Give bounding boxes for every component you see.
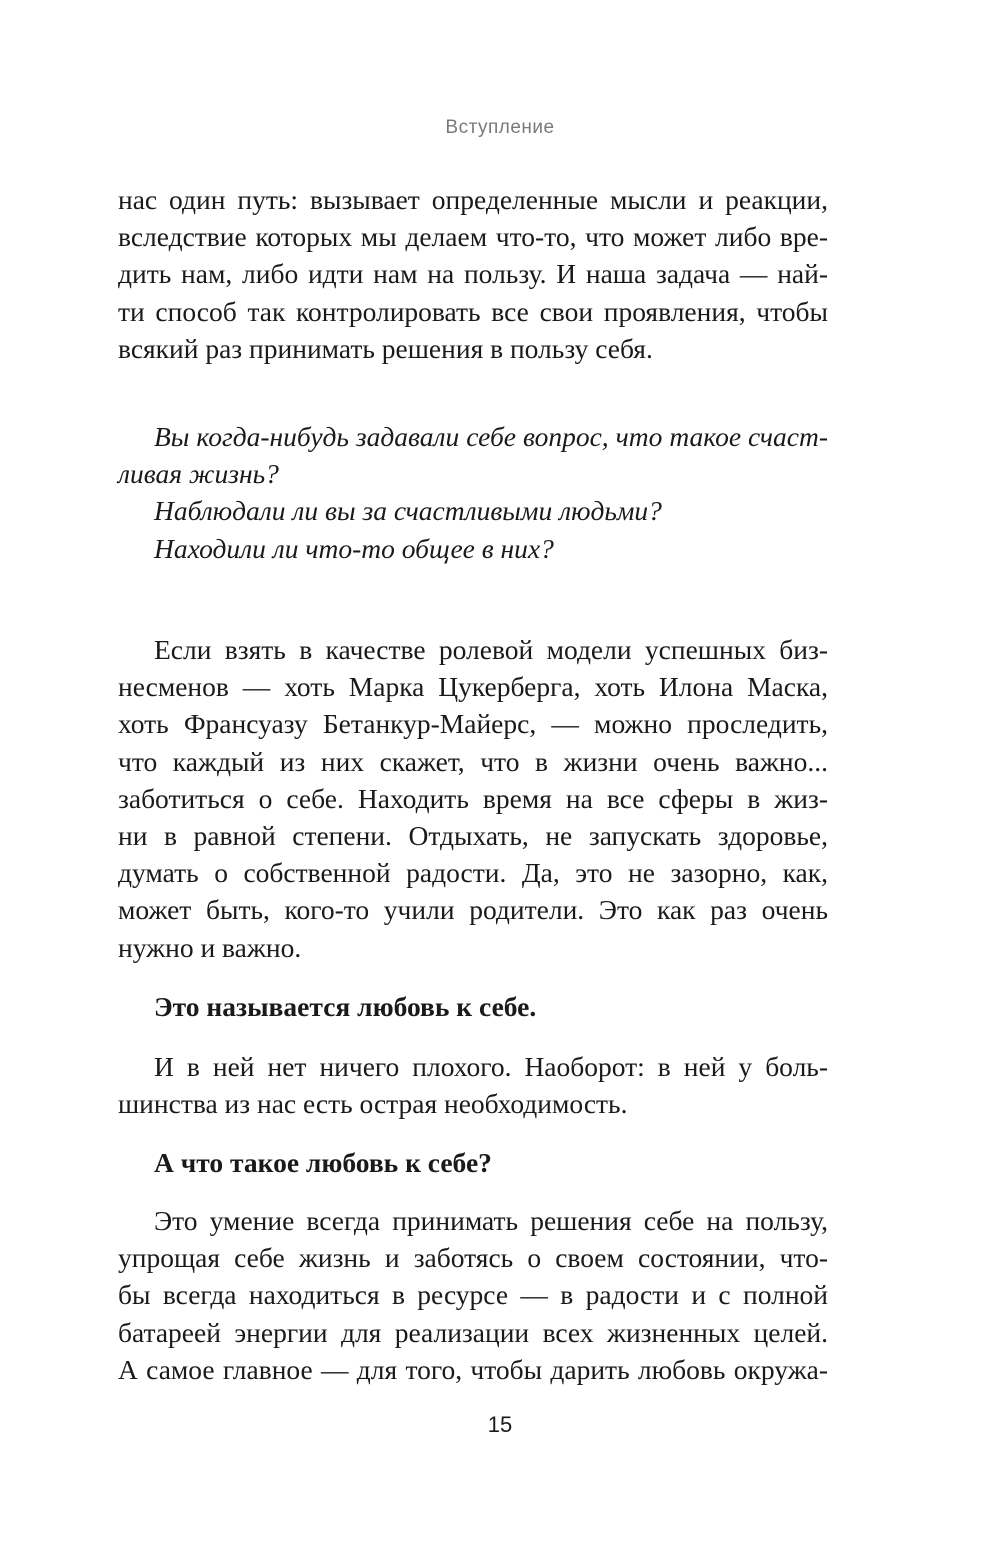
bold-question — [118, 1144, 828, 1181]
running-head: Вступление — [445, 117, 555, 138]
text-line: нужно и важно. — [118, 931, 302, 963]
text-line: заботиться о себе. Находить время на все сферы в жиз- — [118, 782, 828, 814]
paragraph — [118, 631, 828, 966]
text-line: всякий раз принимать решения в пользу себя. — [118, 332, 653, 364]
text-line: несменов — хоть Марка Цукерберга, хоть Илона Маска, — [118, 671, 828, 703]
text-line: батареей энергии для реализации всех жизненных целей. — [118, 1316, 828, 1348]
paragraph — [118, 1202, 828, 1388]
text-line: ти способ так контролировать все свои проявления, чтобы — [118, 295, 828, 327]
text-line: Вы когда-нибудь задавали себе вопрос, что такое счаст- — [154, 421, 828, 452]
text-line: И в ней нет ничего плохого. Наоборот: в ней у боль- — [154, 1051, 828, 1082]
text-line: Это умение всегда принимать решения себе на пользу, — [154, 1205, 828, 1236]
text-line: Наблюдали ли вы за счастливыми людьми? — [154, 495, 662, 527]
text-line: ни в равной степени. Отдыхать, не запускать здоровье, — [118, 820, 828, 852]
bold-statement — [118, 988, 828, 1025]
text-line: Это называется любовь к себе. — [154, 991, 537, 1022]
text-line: А самое главное — для того, чтобы дарить любовь окружа- — [118, 1353, 828, 1385]
text-line: А что такое любовь к себе? — [154, 1147, 492, 1178]
text-line: ливая жизнь? — [118, 458, 279, 490]
text-line: думать о собственной радости. Да, это не зазорно, как, — [118, 857, 828, 889]
italic-questions — [118, 418, 828, 567]
text-line: хоть Франсуазу Бетанкур-Майерс, — можно проследить, — [118, 708, 828, 740]
text-line: Если взять в качестве ролевой модели успешных биз- — [154, 634, 828, 665]
text-line: шинства из нас есть острая необходимость. — [118, 1088, 628, 1120]
text-line: бы всегда находиться в ресурсе — в радости и с полной — [118, 1279, 828, 1311]
text-line: упрощая себе жизнь и заботясь о своем состоянии, что- — [118, 1242, 828, 1274]
text-line: нас один путь: вызывает определенные мысли и реакции, — [118, 184, 828, 215]
text-line: может быть, кого-то учили родители. Это как раз очень — [118, 894, 828, 926]
text-line: дить нам, либо идти нам на пользу. И наша задача — най- — [118, 258, 828, 290]
text-line: Находили ли что-то общее в них? — [154, 532, 554, 564]
text-line: вследствие которых мы делаем что-то, что может либо вре- — [118, 221, 828, 253]
page-number: 15 — [487, 1412, 513, 1437]
text-line: что каждый из них скажет, что в жизни очень важно... — [118, 745, 828, 777]
paragraph — [118, 1048, 828, 1122]
paragraph — [118, 181, 828, 367]
